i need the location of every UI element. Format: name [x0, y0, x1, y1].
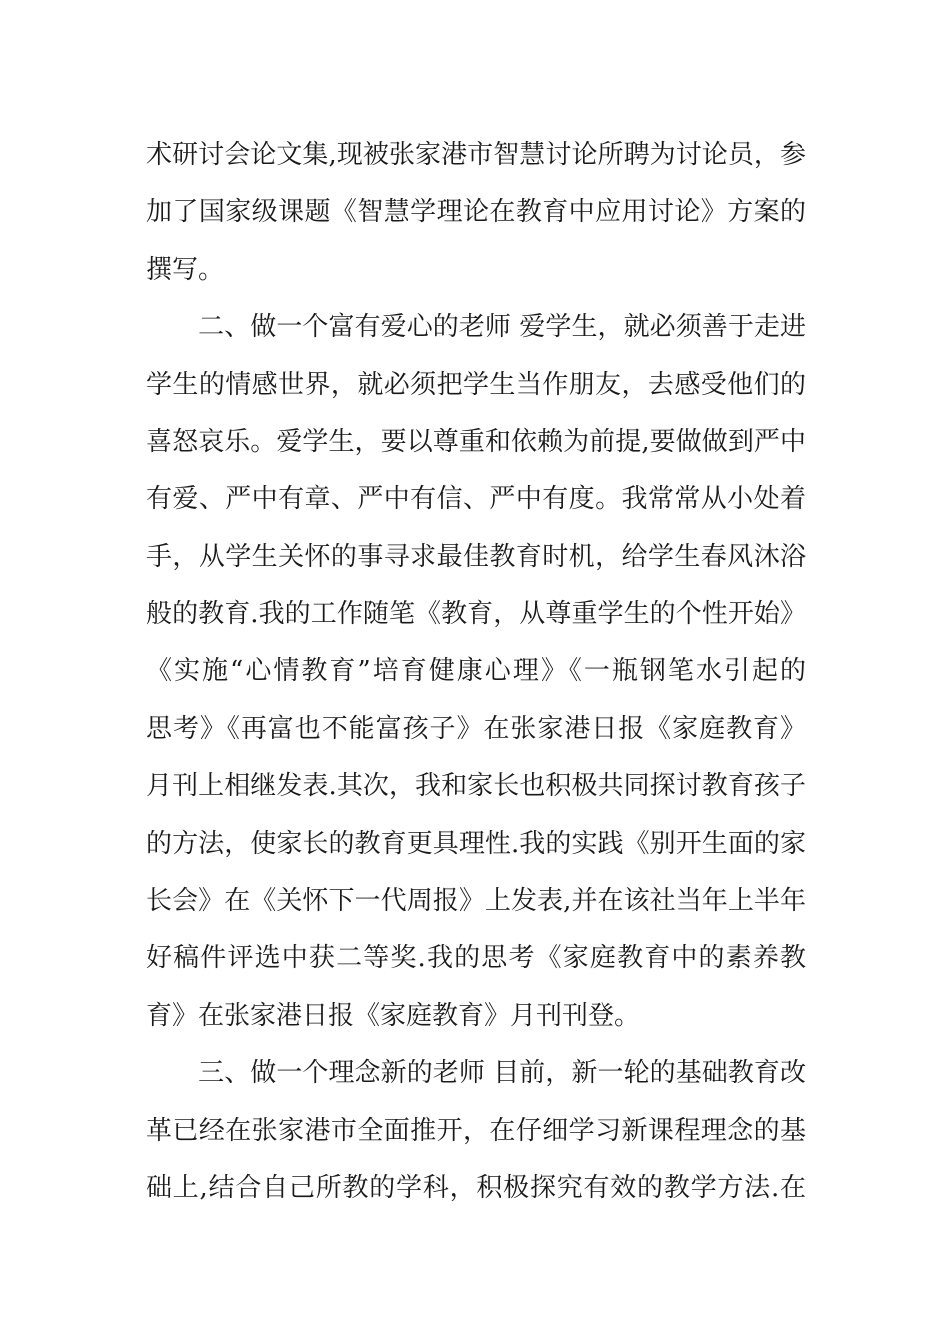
text-line-8: 手，从学生关怀的事寻求最佳教育时机，给学生春风沐浴	[146, 542, 806, 572]
text-line-17: 三、做一个理念新的老师 目前，新一轮的基础教育改	[146, 1058, 806, 1088]
text-line-10: 《实施“心情教育”培育健康心理》《一瓶钢笔水引起的	[146, 656, 806, 686]
text-line-14: 长会》在《关怀下一代周报》上发表,并在该社当年上半年	[146, 886, 806, 916]
text-line-15: 好稿件评选中获二等奖.我的思考《家庭教育中的素养教	[146, 943, 806, 973]
text-line-9: 般的教育.我的工作随笔《教育，从尊重学生的个性开始》	[146, 599, 806, 629]
text-line-6: 喜怒哀乐。爱学生，要以尊重和依赖为前提,要做做到严中	[146, 427, 806, 457]
text-line-11: 思考》《再富也不能富孩子》在张家港日报《家庭教育》	[146, 714, 806, 744]
text-line-19: 础上,结合自己所教的学科，积极探究有效的教学方法.在	[146, 1173, 806, 1203]
text-line-4: 二、做一个富有爱心的老师 爱学生，就必须善于走进	[146, 312, 806, 342]
text-line-5: 学生的情感世界，就必须把学生当作朋友，去感受他们的	[146, 370, 806, 400]
text-line-1: 术研讨会论文集,现被张家港市智慧讨论所聘为讨论员，参	[146, 140, 806, 170]
text-line-7: 有爱、严中有章、严中有信、严中有度。我常常从小处着	[146, 484, 806, 514]
text-line-13: 的方法，使家长的教育更具理性.我的实践《别开生面的家	[146, 829, 806, 859]
text-line-12: 月刊上相继发表.其次，我和家长也积极共同探讨教育孩子	[146, 771, 806, 801]
text-line-18: 革已经在张家港市全面推开，在仔细学习新课程理念的基	[146, 1116, 806, 1146]
text-line-3: 撰写。	[146, 255, 225, 285]
text-line-16: 育》在张家港日报《家庭教育》月刊刊登。	[146, 1001, 641, 1031]
text-line-2: 加了国家级课题《智慧学理论在教育中应用讨论》方案的	[146, 197, 806, 227]
